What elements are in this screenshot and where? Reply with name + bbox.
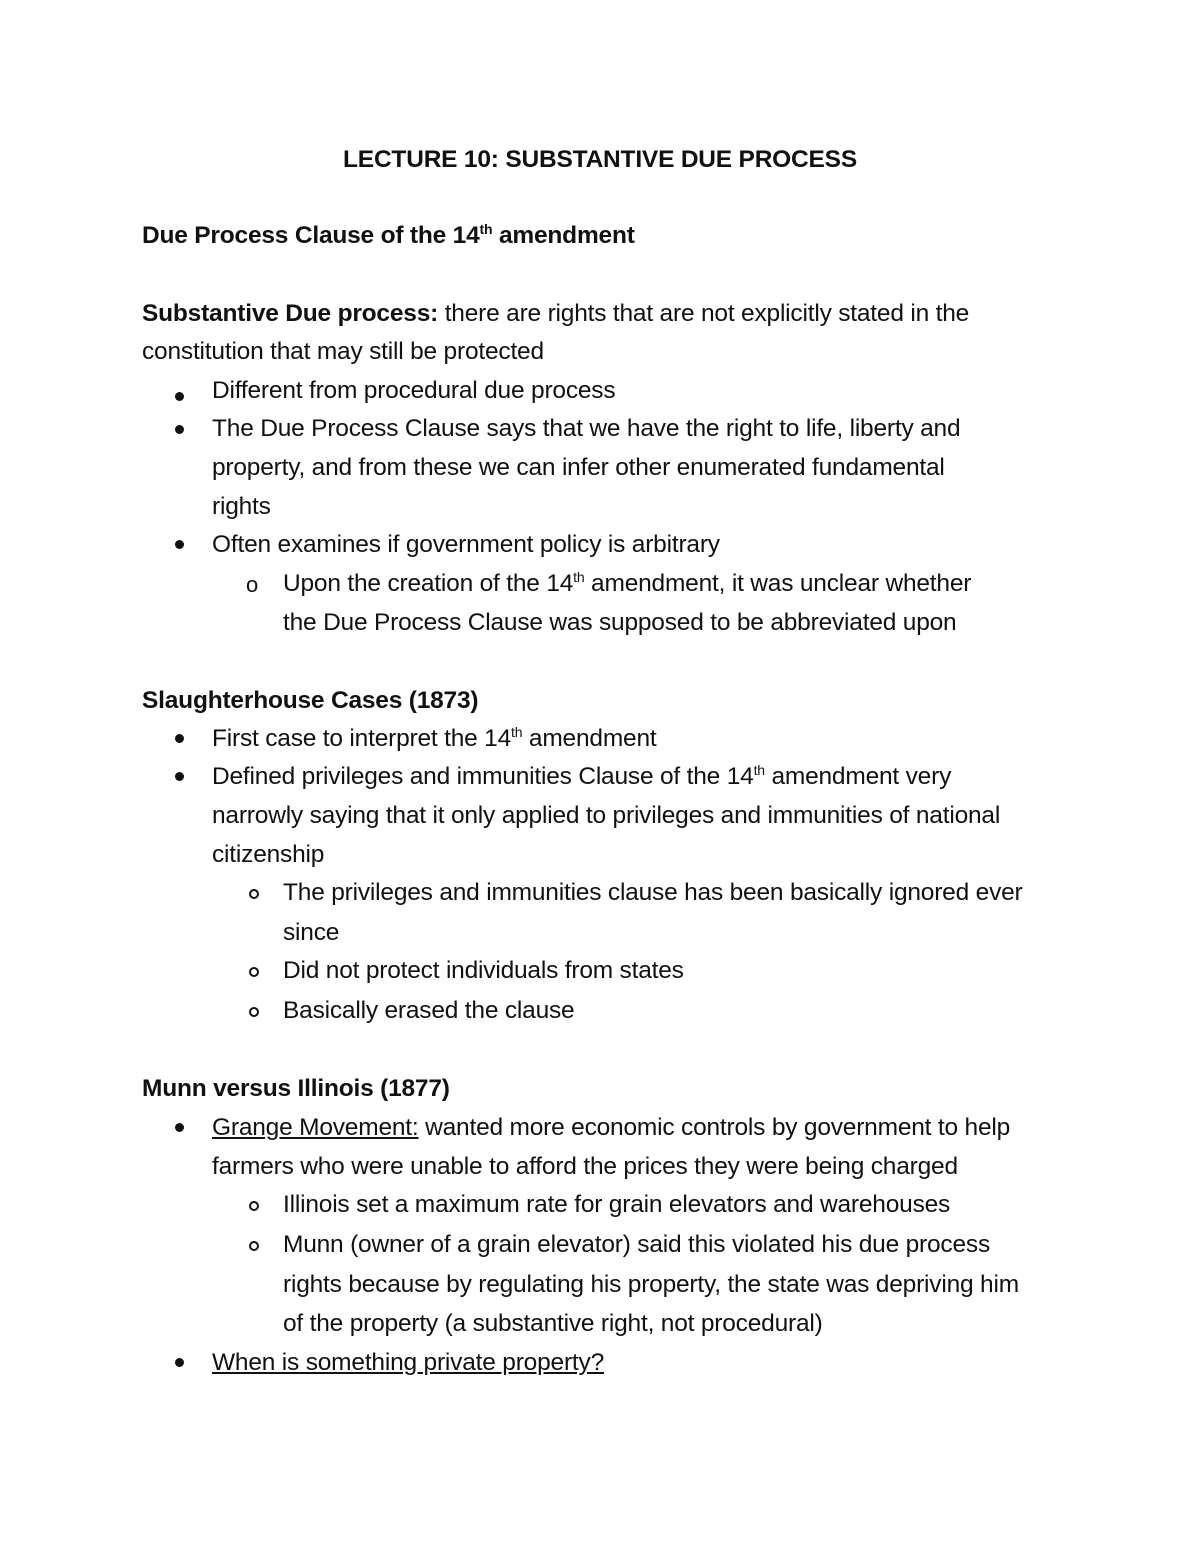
slaughter-sub-2: Did not protect individuals from states — [283, 957, 684, 984]
page-title: LECTURE 10: SUBSTANTIVE DUE PROCESS — [343, 146, 857, 173]
sdp-bullet-2-line3: rights — [212, 493, 271, 520]
sdp-bullet-2-line1: The Due Process Clause says that we have the right to life, liberty and — [212, 415, 961, 442]
sub-bullet-icon — [249, 1201, 259, 1211]
heading-munn: Munn versus Illinois (1877) — [142, 1075, 450, 1102]
munn-sub-2-line2: rights because by regulating his property, the state was depriving him — [283, 1271, 1019, 1298]
munn-bullet-1-line2: farmers who were unable to afford the prices they were being charged — [212, 1153, 958, 1180]
slaughter-sub-1-line2: since — [283, 919, 340, 946]
sdp-sub-bullet-line2: the Due Process Clause was supposed to be abbreviated upon — [283, 609, 957, 636]
munn-bullet-2: When is something private property? — [212, 1349, 604, 1376]
heading-due-process-clause: Due Process Clause of the 14th amendment — [142, 221, 635, 249]
munn-sub-1: Illinois set a maximum rate for grain elevators and warehouses — [283, 1191, 951, 1218]
sdp-definition-line2: constitution that may still be protected — [142, 338, 544, 365]
sub-bullet-icon — [249, 1007, 259, 1017]
slaughter-bullet-2-line1: Defined privileges and immunities Clause of the 14th amendment very — [212, 762, 952, 790]
munn-sub-2-line3: of the property (a substantive right, not procedural) — [283, 1310, 823, 1337]
slaughter-bullet-2-line3: citizenship — [212, 841, 325, 868]
sdp-bullet-3: Often examines if government policy is arbitrary — [212, 531, 720, 558]
bullet-icon — [175, 1358, 184, 1367]
sdp-label: Substantive Due process: — [142, 300, 439, 327]
munn-sub-2-line1: Munn (owner of a grain elevator) said this violated his due process — [283, 1231, 991, 1258]
bullet-icon — [175, 772, 184, 781]
slaughter-bullet-2-line2: narrowly saying that it only applied to privileges and immunities of national — [212, 802, 1001, 829]
bullet-icon — [175, 392, 184, 401]
sub-bullet-icon — [249, 889, 259, 899]
slaughter-sub-1-line1: The privileges and immunities clause has been basically ignored ever — [283, 879, 1023, 906]
bullet-icon — [175, 1123, 184, 1132]
sdp-bullet-2-line2: property, and from these we can infer other enumerated fundamental — [212, 454, 945, 481]
sdp-definition-line1: Substantive Due process: there are rights that are not explicitly stated in the — [142, 300, 970, 327]
sub-bullet-icon — [249, 1241, 259, 1251]
sub-bullet-icon — [249, 967, 259, 977]
bullet-icon — [175, 425, 184, 434]
sub-bullet-marker: o — [246, 572, 259, 597]
grange-movement-label: Grange Movement: — [212, 1114, 419, 1141]
slaughter-sub-3: Basically erased the clause — [283, 997, 575, 1024]
sdp-bullet-1: Different from procedural due process — [212, 377, 616, 404]
sdp-sub-bullet-line1: Upon the creation of the 14th amendment, it was unclear whether — [283, 569, 972, 597]
munn-bullet-1-line1: Grange Movement: wanted more economic controls by government to help — [212, 1114, 1011, 1141]
bullet-icon — [175, 734, 184, 743]
slaughter-bullet-1: First case to interpret the 14th amendment — [212, 724, 657, 752]
bullet-icon — [175, 540, 184, 549]
heading-slaughterhouse: Slaughterhouse Cases (1873) — [142, 687, 479, 714]
